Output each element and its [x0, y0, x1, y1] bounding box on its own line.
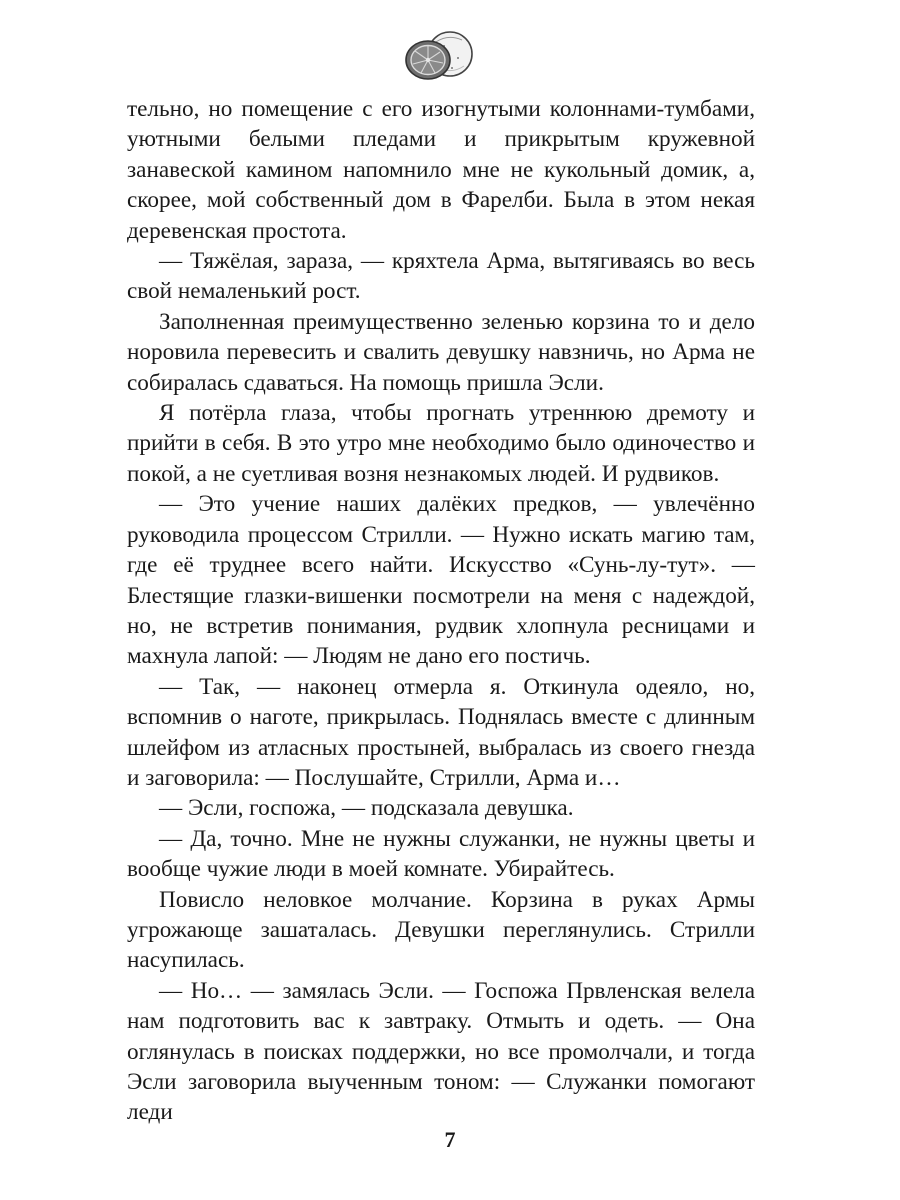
- paragraph: — Да, точно. Мне не нужны служанки, не нужны цветы и вообще чужие люди в моей комнате. Убирайтесь.: [127, 825, 755, 883]
- paragraph: — Но… — замялась Эсли. — Госпожа Првленская велела нам подготовить вас к завтраку. Отмыть и одеть. — Она оглянулась в поисках поддержки, но все промолчали, и тогда Эсли заговорила выученным тоном: — Служанки помогают леди: [127, 977, 755, 1126]
- paragraph: — Эсли, госпожа, — подсказала девушка.: [159, 795, 574, 822]
- paragraph: Повисло неловкое молчание. Корзина в руках Армы угрожающе зашаталась. Девушки переглянулись. Стрилли насупилась.: [127, 886, 755, 974]
- paragraph: — Это учение наших далёких предков, — увлечённо руководила процессом Стрилли. — Нужно искать магию там, где её труднее всего найти. Искусство «Сунь-лу-тут». — Блестящие глазки-вишенки посмотрели на меня с надеждой, но, не встретив понимания, рудвик хлопнула ресницами и махнула лапой: — Людям не дано его постичь.: [127, 491, 755, 670]
- paragraph: Я потёрла глаза, чтобы прогнать утреннюю дремоту и прийти в себя. В это утро мне необходимо было одиночество и покой, а не суетливая возня незнакомых людей. И рудвиков.: [127, 400, 755, 487]
- body-text: [127, 94, 755, 1128]
- halved-fruit-icon: [400, 28, 480, 84]
- paragraph: Заполненная преимущественно зеленью корзина то и дело норовила перевесить и свалить девушку навзничь, но Арма не собиралась сдаваться. На помощь пришла Эсли.: [127, 308, 755, 396]
- paragraph: тельно, но помещение с его изогнутыми колоннами-тумбами, уютными белыми пледами и прикрытым кружевной занавеской камином напомнило мне не кукольный домик, а, скорее, мой собственный дом в Фарелби. Была в этом некая деревенская простота.: [127, 96, 755, 244]
- paragraph: — Тяжёлая, зараза, — кряхтела Арма, вытягиваясь во весь свой немаленький рост.: [127, 248, 755, 305]
- page-number: 7: [444, 1127, 456, 1152]
- paragraph: — Так, — наконец отмерла я. Откинула одеяло, но, вспомнив о наготе, прикрылась. Поднялась вместе с длинным шлейфом из атласных простыней, выбралась из своего гнезда и заговорила: — Послушайте, Стрилли, Арма и…: [127, 673, 755, 791]
